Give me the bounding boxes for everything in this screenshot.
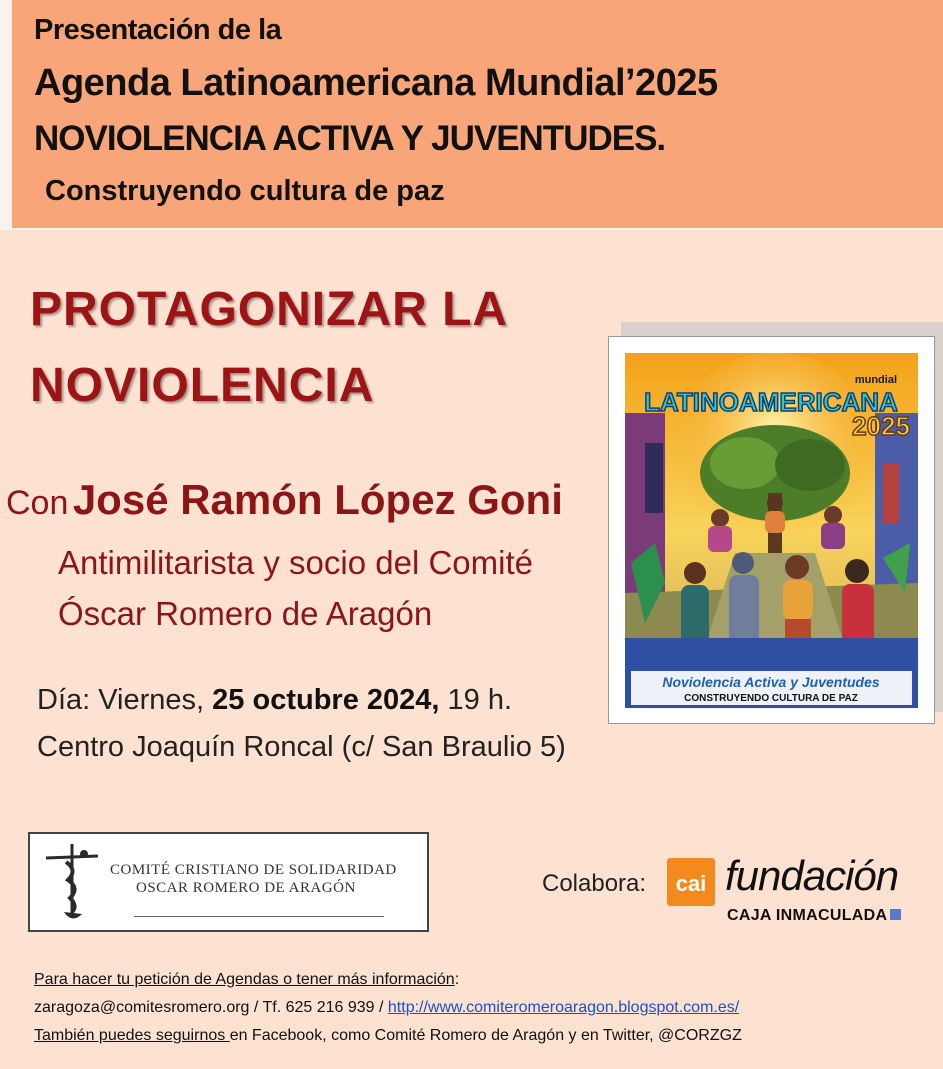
footer-request-colon: : bbox=[454, 971, 460, 988]
header-panel bbox=[12, 0, 943, 228]
sponsor-subname-text: CAJA INMACULADA bbox=[727, 907, 888, 924]
organizer-divider bbox=[134, 916, 384, 917]
cross-icon bbox=[40, 840, 104, 924]
header-line-3: NOVIOLENCIA ACTIVA Y JUVENTUDES. bbox=[34, 119, 666, 158]
cover-subtitle: Noviolencia Activa y Juventudes bbox=[662, 674, 880, 690]
footer-follow-text: También puedes seguirnos bbox=[34, 1027, 230, 1044]
event-day-time: 19 h. bbox=[439, 684, 513, 716]
cover-mundial: mundial bbox=[854, 374, 897, 386]
sponsor-square-icon bbox=[890, 909, 901, 920]
event-day-date: 25 octubre 2024, bbox=[212, 684, 440, 716]
header-line-4: Construyendo cultura de paz bbox=[45, 175, 445, 207]
sponsor-label: Colabora: bbox=[542, 870, 647, 897]
event-title-line-2: NOVIOLENCIA bbox=[30, 359, 375, 412]
sponsor-subname bbox=[727, 907, 901, 925]
speaker bbox=[6, 476, 563, 524]
event-venue: Centro Joaquín Roncal (c/ San Braulio 5) bbox=[37, 731, 566, 763]
cover-brand: LATINOAMERICANA bbox=[644, 387, 898, 417]
header-line-2: Agenda Latinoamericana Mundial’2025 bbox=[34, 62, 718, 104]
blog-link[interactable]: http://www.comiteromeroaragon.blogspot.com.es/ bbox=[387, 999, 740, 1016]
agenda-cover bbox=[608, 336, 935, 724]
event-day-prefix: Día: Viernes, bbox=[37, 684, 213, 716]
speaker-role-line-1: Antimilitarista y socio del Comité bbox=[58, 544, 533, 581]
sponsor-name: fundación bbox=[725, 852, 899, 899]
cover-year: 2025 bbox=[852, 411, 910, 441]
footer-line-3 bbox=[34, 1027, 742, 1045]
cai-logo-text: cai bbox=[675, 871, 707, 896]
organizer-name-line-1: COMITÉ CRISTIANO DE SOLIDARIDAD bbox=[110, 862, 397, 878]
footer-request-text: Para hacer tu petición de Agendas o tener más información bbox=[34, 971, 455, 988]
header-line-1: Presentación de la bbox=[34, 14, 282, 46]
speaker-name: José Ramón López Goni bbox=[72, 476, 563, 523]
footer-social: en Facebook, como Comité Romero de Aragón y en Twitter, @CORZGZ bbox=[229, 1027, 742, 1044]
cover-illustration bbox=[625, 353, 918, 708]
speaker-role-line-2: Óscar Romero de Aragón bbox=[58, 595, 433, 632]
speaker-prefix: Con bbox=[6, 484, 69, 522]
cover-tagline: CONSTRUYENDO CULTURA DE PAZ bbox=[684, 693, 858, 704]
organizer-logo bbox=[28, 832, 429, 932]
footer-contact: zaragoza@comitesromero.org / Tf. 625 216 939 / bbox=[34, 999, 388, 1016]
footer-line-2 bbox=[34, 999, 739, 1017]
header-band bbox=[0, 0, 943, 230]
organizer-name-line-2: OSCAR ROMERO DE ARAGÓN bbox=[136, 880, 356, 896]
event-date bbox=[37, 684, 512, 717]
footer-line-1 bbox=[34, 971, 459, 989]
event-title-line-1: PROTAGONIZAR LA bbox=[30, 283, 509, 336]
cai-logo-icon bbox=[667, 858, 715, 906]
